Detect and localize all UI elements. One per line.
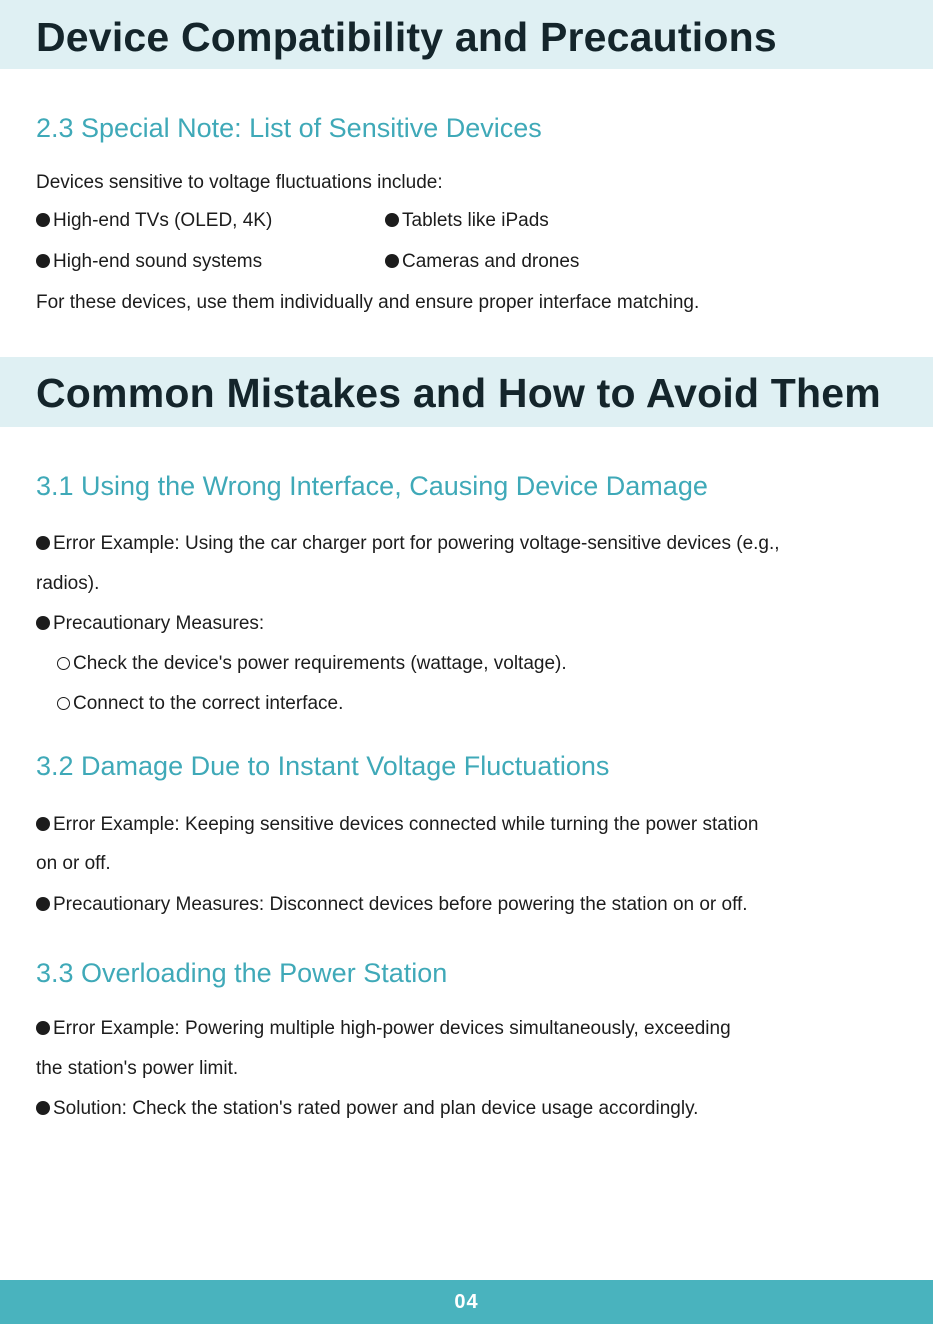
- bullet-icon: [36, 213, 50, 227]
- bullet-icon: [36, 1101, 50, 1115]
- precaution-text: Precautionary Measures: Disconnect devices before powering the station on or off.: [36, 894, 748, 916]
- sub-list-item: Connect to the correct interface.: [57, 693, 343, 715]
- section-header-band: [0, 357, 933, 427]
- bullet-icon: [385, 213, 399, 227]
- list-item: Tablets like iPads: [385, 210, 549, 232]
- circle-bullet-icon: [57, 697, 70, 710]
- list-item: Cameras and drones: [385, 251, 579, 273]
- bullet-icon: [36, 536, 50, 550]
- precaution-label: Precautionary Measures:: [36, 613, 264, 635]
- error-example-continued: on or off.: [36, 853, 111, 874]
- note-text: For these devices, use them individually and ensure proper interface matching.: [36, 292, 700, 313]
- error-example-continued: the station's power limit.: [36, 1058, 239, 1079]
- intro-text: Devices sensitive to voltage fluctuations include:: [36, 172, 443, 193]
- error-example-continued: radios).: [36, 573, 100, 594]
- error-example: Error Example: Powering multiple high-power devices simultaneously, exceeding: [36, 1018, 731, 1040]
- sub-list-item: Check the device's power requirements (wattage, voltage).: [57, 653, 567, 675]
- list-item: High-end sound systems: [36, 251, 262, 273]
- list-item: High-end TVs (OLED, 4K): [36, 210, 272, 232]
- error-example: Error Example: Keeping sensitive devices connected while turning the power station: [36, 814, 759, 836]
- solution-text: Solution: Check the station's rated power and plan device usage accordingly.: [36, 1098, 698, 1120]
- page-number: 04: [454, 1291, 479, 1313]
- section-title: Device Compatibility and Precautions: [36, 14, 777, 60]
- bullet-icon: [36, 254, 50, 268]
- page-footer: [0, 1280, 933, 1324]
- bullet-icon: [36, 897, 50, 911]
- subsection-heading: 3.2 Damage Due to Instant Voltage Fluctuations: [36, 751, 610, 781]
- section-title: Common Mistakes and How to Avoid Them: [36, 370, 881, 416]
- bullet-icon: [36, 817, 50, 831]
- bullet-icon: [36, 1021, 50, 1035]
- subsection-heading: 2.3 Special Note: List of Sensitive Devices: [36, 113, 542, 143]
- subsection-heading: 3.3 Overloading the Power Station: [36, 958, 448, 988]
- section-header-band: [0, 0, 933, 69]
- subsection-heading: 3.1 Using the Wrong Interface, Causing Device Damage: [36, 471, 708, 501]
- bullet-icon: [36, 616, 50, 630]
- circle-bullet-icon: [57, 657, 70, 670]
- bullet-icon: [385, 254, 399, 268]
- error-example: Error Example: Using the car charger port for powering voltage-sensitive devices (e.g.,: [36, 533, 780, 555]
